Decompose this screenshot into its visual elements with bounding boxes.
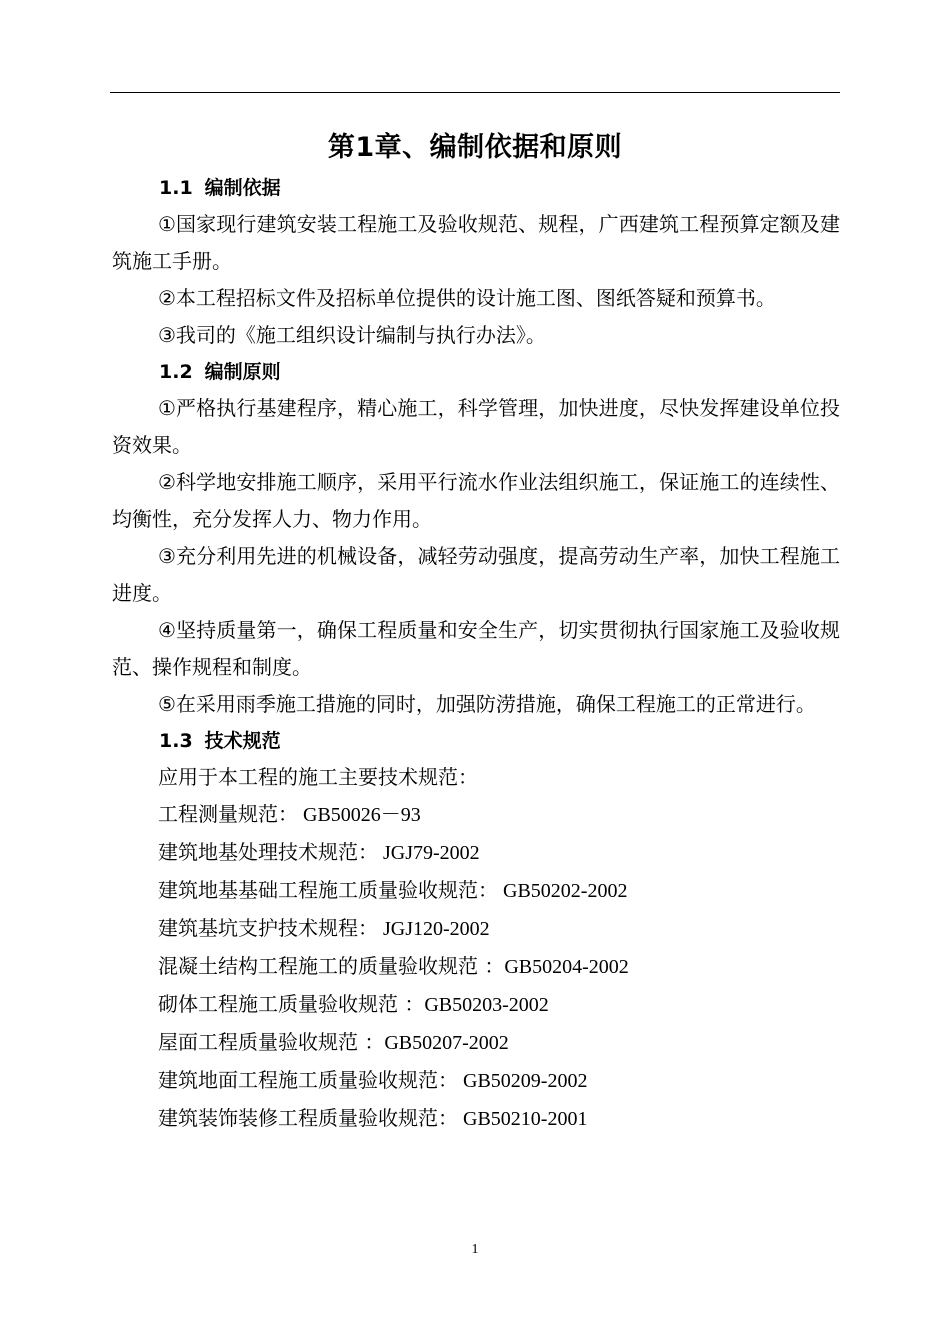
paragraph: ③充分利用先进的机械设备，减轻劳动强度，提高劳动生产率，加快工程施工进度。 (112, 544, 840, 605)
section-title: 技术规范 (204, 730, 281, 752)
section-title: 编制原则 (204, 361, 281, 383)
standard-name: 屋面工程质量验收规范 ： (158, 1030, 385, 1054)
standard-code: JGJ79-2002 (378, 842, 480, 864)
paragraph: ③我司的《施工组织设计编制与执行办法》。 (158, 323, 546, 347)
standard-name: 砌体工程施工质量验收规范 ： (158, 992, 425, 1016)
standard-item (112, 796, 840, 834)
standard-item (112, 1062, 840, 1100)
standard-item (112, 948, 840, 986)
standard-name: 建筑地基基础工程施工质量验收规范： (158, 878, 498, 902)
standard-code: GB50203-2002 (424, 994, 549, 1016)
standard-code: JGJ120-2002 (378, 918, 490, 940)
standard-name: 建筑地基处理技术规范： (158, 840, 378, 864)
standard-item (112, 872, 840, 910)
standard-item (112, 1024, 840, 1062)
section-number: 1.2 (159, 361, 193, 383)
section-heading-1-2 (112, 354, 840, 390)
section-title: 编制依据 (204, 177, 281, 199)
section-heading-1-3 (112, 723, 840, 759)
paragraph: ②本工程招标文件及招标单位提供的设计施工图、图纸答疑和预算书。 (158, 286, 776, 310)
document-body (112, 170, 840, 1138)
page-number: 1 (471, 1242, 479, 1257)
paragraph: ⑤在采用雨季施工措施的同时，加强防涝措施，确保工程施工的正常进行。 (158, 692, 816, 716)
standard-code: GB50209-2002 (458, 1070, 588, 1092)
paragraph: ②科学地安排施工顺序，采用平行流水作业法组织施工，保证施工的连续性、均衡性，充分发挥人力、物力作用。 (112, 470, 840, 531)
standards-intro: 应用于本工程的施工主要技术规范： (158, 765, 478, 789)
standard-code: GB50202-2002 (498, 880, 628, 902)
paragraph: ①严格执行基建程序，精心施工，科学管理，加快进度，尽快发挥建设单位投资效果。 (112, 396, 840, 457)
standard-item (112, 1100, 840, 1138)
section-heading-1-1 (112, 170, 840, 206)
standard-item (112, 834, 840, 872)
standard-item (112, 986, 840, 1024)
standard-name: 建筑基坑支护技术规程： (158, 916, 378, 940)
header-rule (110, 92, 840, 93)
standard-name: 混凝土结构工程施工的质量验收规范 ： (158, 954, 505, 978)
chapter-title: 第1章、编制依据和原则 (327, 132, 623, 164)
standard-code: GB50026－93 (298, 804, 421, 826)
section-number: 1.3 (159, 730, 193, 752)
standard-name: 工程测量规范： (158, 802, 298, 826)
paragraph: ①国家现行建筑安装工程施工及验收规范、规程，广西建筑工程预算定额及建筑施工手册。 (112, 212, 840, 273)
section-number: 1.1 (159, 177, 193, 199)
standard-code: GB50204-2002 (504, 956, 629, 978)
standard-code: GB50207-2002 (384, 1032, 509, 1054)
standard-name: 建筑装饰装修工程质量验收规范： (158, 1106, 458, 1130)
standard-code: GB50210-2001 (458, 1108, 588, 1130)
standard-name: 建筑地面工程施工质量验收规范： (158, 1068, 458, 1092)
paragraph: ④坚持质量第一，确保工程质量和安全生产，切实贯彻执行国家施工及验收规范、操作规程和制度。 (112, 618, 840, 679)
standard-item (112, 910, 840, 948)
